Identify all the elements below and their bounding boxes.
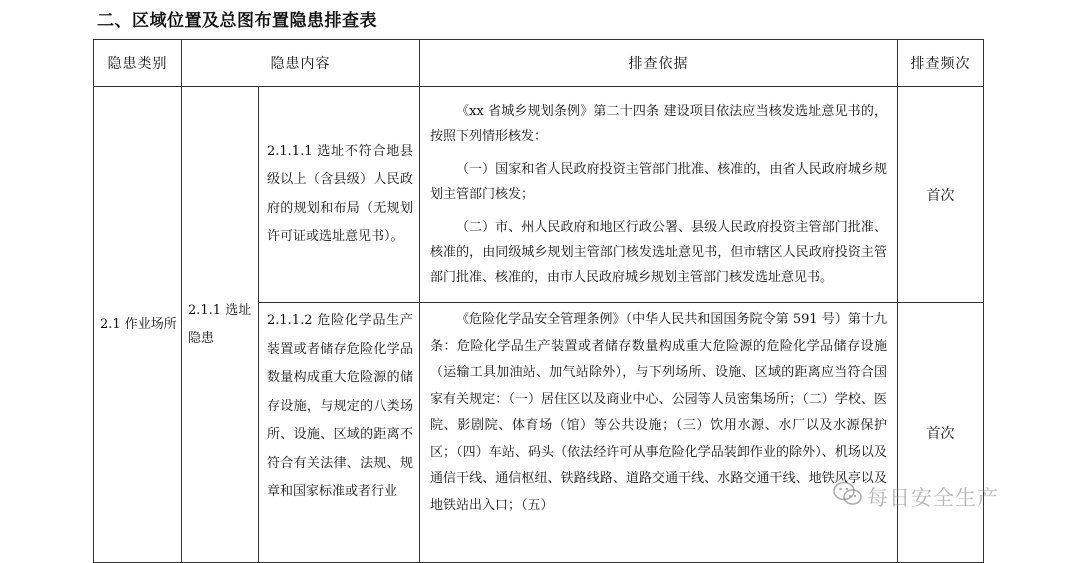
header-frequency: 排查频次 [898, 40, 984, 87]
category-cell: 2.1 作业场所 [94, 87, 182, 563]
table-header-row [94, 40, 984, 87]
item-cell: 2.1.1.1 选址不符合地县级以上（含县级）人民政府的规划和布局（无规划许可证或选址意见书）。 [259, 87, 420, 303]
frequency-cell: 首次 [898, 303, 984, 563]
subcategory-cell: 2.1.1 选址隐患 [182, 87, 259, 563]
header-category: 隐患类别 [94, 40, 182, 87]
basis-paragraph: （一）国家和省人民政府投资主管部门批准、核准的，由省人民政府城乡规划主管部门核发； [430, 162, 887, 202]
header-basis: 排查依据 [420, 40, 898, 87]
item-cell: 2.1.1.2 危险化学品生产装置或者储存危险化学品数量构成重大危险源的储存设施，与规定的八类场所、设施、区域的距离不符合有关法律、法规、规章和国家标准或者行业 [259, 303, 420, 563]
basis-paragraph: （二）市、州人民政府和地区行政公署、县级人民政府投资主管部门批准、核准的，由同级城乡规划主管部门核发选址意见书，但市辖区人民政府投资主管部门批准、核准的，由市人民政府城乡规划主管部门核发选址意见书。 [430, 220, 887, 285]
section-title: 二、区域位置及总图布置隐患排查表 [97, 11, 377, 31]
header-content: 隐患内容 [182, 40, 420, 87]
frequency-cell: 首次 [898, 87, 984, 303]
watermark-text: 每日安全生产 [867, 485, 999, 510]
basis-cell [420, 303, 898, 563]
table-row [94, 87, 984, 303]
wechat-icon [833, 481, 867, 512]
basis-cell [420, 87, 898, 303]
basis-paragraph: 《危险化学品安全管理条例》（中华人民共和国国务院令第 591 号）第十九条：危险化学品生产装置或者储存数量构成重大危险源的危险化学品储存设施（运输工具加油站、加气站除外），与下列场所、设施、区域的距离应当符合国家有关规定：（一）居住区以及商业中心、公园等人员密集场所；（二）学校、医院、影剧院、体育场（馆）等公共设施；（三）饮用水源、水厂以及水源保护区；（四）车站、码头（依法经许可从事危险化学品装卸作业的除外）、机场以及通信干线、通信枢纽、铁路线路、道路交通干线、水路交通干线、地铁风亭以及地铁站出入口；（五） [430, 312, 887, 513]
basis-paragraph: 《xx 省城乡规划条例》第二十四条 建设项目依法应当核发选址意见书的，按照下列情形核发： [430, 104, 887, 144]
watermark [833, 481, 999, 512]
